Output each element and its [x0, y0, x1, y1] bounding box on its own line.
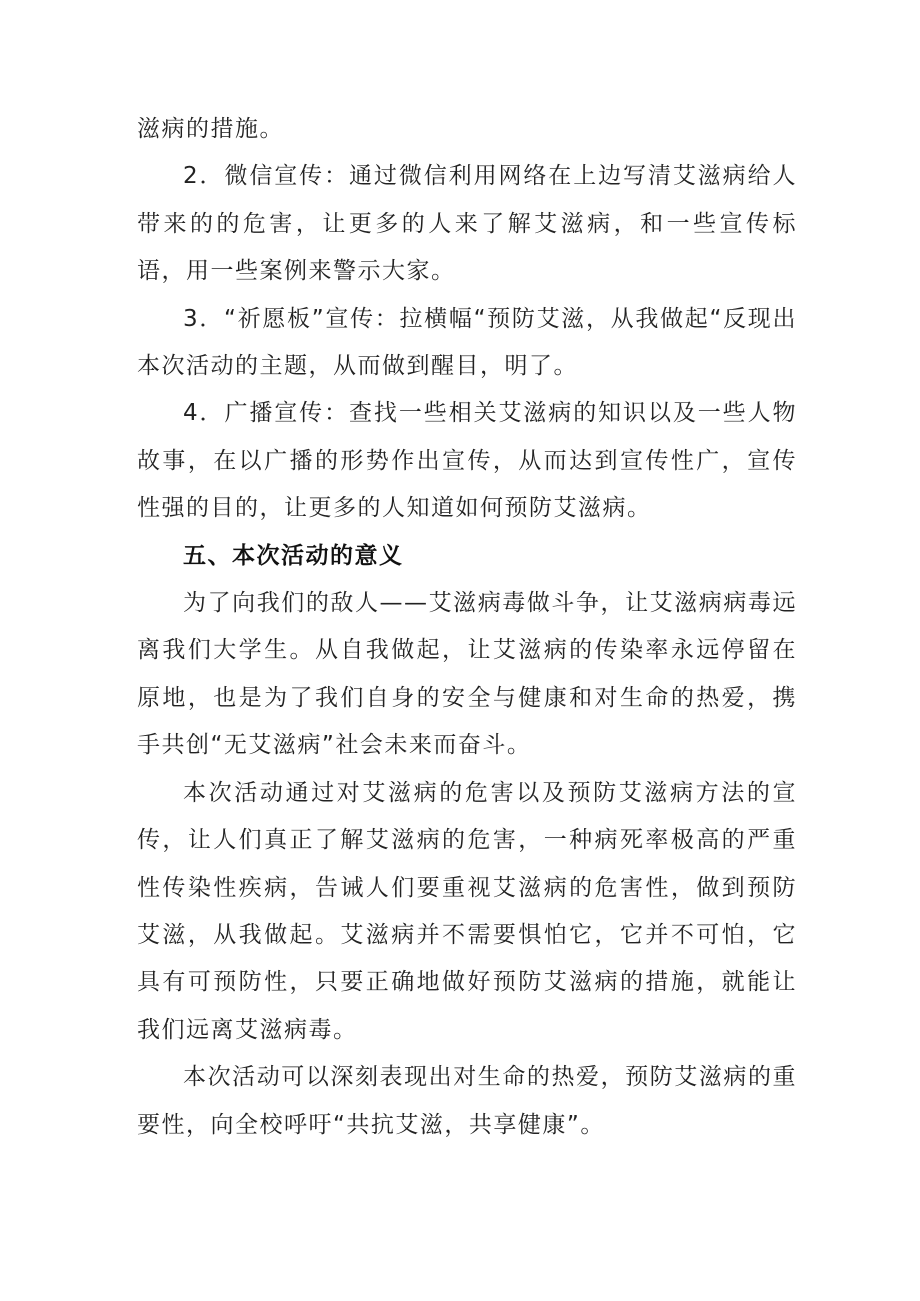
document-body	[137, 106, 797, 1149]
paragraph-significance-2: 本次活动通过对艾滋病的危害以及预防艾滋病方法的宣传，让人们真正了解艾滋病的危害，一种病死率极高的严重性传染性疾病，告诫人们要重视艾滋病的危害性，做到预防艾滋，从我做起。艾滋病并不需要惧怕它，它并不可怕，它具有可预防性，只要正确地做好预防艾滋病的措施，就能让我们远离艾滋病毒。	[137, 779, 797, 1043]
paragraph-significance-1: 为了向我们的敌人——艾滋病毒做斗争，让艾滋病病毒远离我们大学生。从自我做起，让艾滋病的传染率永远停留在原地，也是为了我们自身的安全与健康和对生命的热爱，携手共创“无艾滋病”社会未来而奋斗。	[137, 590, 797, 759]
paragraph-significance-3: 本次活动可以深刻表现出对生命的热爱，预防艾滋病的重要性，向全校呼吁“共抗艾滋，共享健康”。	[137, 1064, 797, 1138]
section-heading-significance: 五、本次活动的意义	[183, 542, 404, 569]
list-item-broadcast-promotion: 4．广播宣传：查找一些相关艾滋病的知识以及一些人物故事，在以广播的形势作出宣传，从而达到宣传性广，宣传性强的目的，让更多的人知道如何预防艾滋病。	[137, 400, 797, 522]
list-item-wish-board-promotion: 3．“祈愿板”宣传：拉横幅“预防艾滋，从我做起“反现出本次活动的主题，从而做到醒目，明了。	[137, 305, 797, 380]
paragraph-continuation: 滋病的措施。	[137, 116, 284, 142]
list-item-wechat-promotion: 2．微信宣传：通过微信利用网络在上边写清艾滋病给人带来的的危害，让更多的人来了解艾滋病，和一些宣传标语，用一些案例来警示大家。	[137, 163, 797, 285]
